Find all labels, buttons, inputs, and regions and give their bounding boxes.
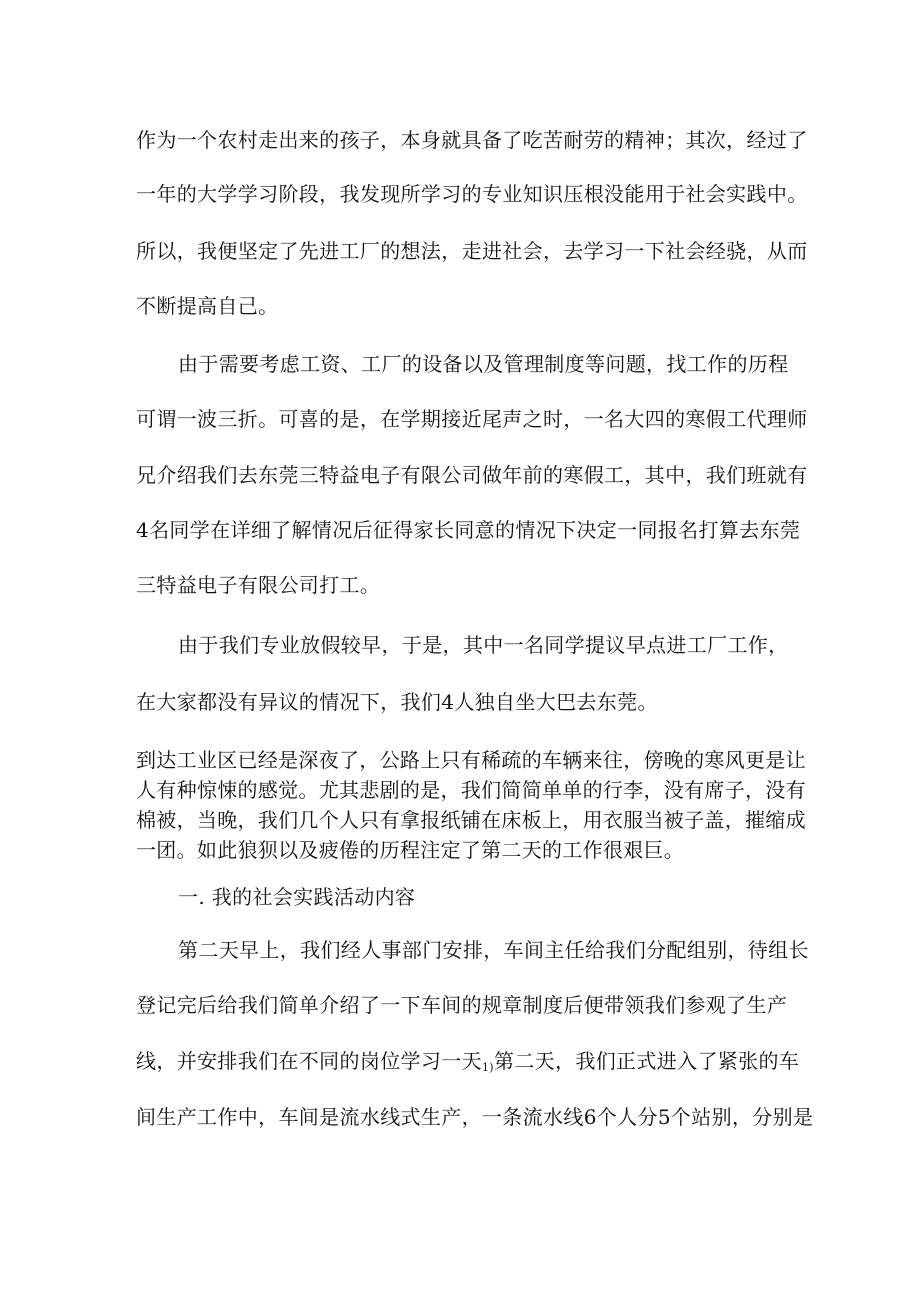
paragraph-2-line-2: 可谓一波三折。可喜的是，在学期接近尾声之时，一名大四的寒假工代理师 — [136, 407, 808, 431]
paragraph-4-line-4: 一团。如此狼狈以及疲倦的历程注定了第二天的工作很艰巨。 — [136, 838, 685, 862]
paragraph-1-line-1: 作为一个农村走出来的孩子，本身就具备了吃苦耐劳的精神；其次，经过了 — [136, 128, 808, 152]
paragraph-4-line-3: 棉被，当晚，我们几个人只有拿报纸铺在床板上，用衣服当被子盖，摧缩成 — [136, 808, 806, 832]
paragraph-4-line-2: 人有种惊悚的感觉。尤其悲剧的是，我们简简单单的行李，没有席子，没有 — [136, 778, 806, 802]
paragraph-4-line-1: 到达工业区已经是深夜了，公路上只有稀疏的车辆来往，傍晚的寒风更是让 — [136, 748, 806, 772]
paragraph-2-line-4: 4名同学在详细了解情况后征得家长同意的情况下决定一同报名打算去东莞 — [136, 518, 801, 542]
paragraph-5-line-4: 间生产工作中，车间是流水线式生产，一条流水线6个人分5个站别，分别是 — [136, 1105, 814, 1129]
paragraph-2-line-1: 由于需要考虑工资、工厂的设备以及管理制度等问题，找工作的历程 — [178, 352, 789, 376]
section-heading: 一. 我的社会实践活动内容 — [178, 885, 416, 909]
paragraph-1-line-3: 所以，我便坚定了先进工厂的想法，走进社会，去学习一下社会经骁，从而 — [136, 239, 808, 263]
paragraph-5-line-1: 第二天早上，我们经人事部门安排，车间主任给我们分配组别，待组长 — [178, 938, 809, 962]
paragraph-3-line-1: 由于我们专业放假较早，于是，其中一名同学提议早点进工厂工作， — [178, 633, 789, 657]
paragraph-5-line-3 — [136, 1047, 800, 1075]
paragraph-5-line-3-part-a: 线，并安排我们在不同的岗位学习一天 — [136, 1049, 482, 1073]
paragraph-5-line-3-part-b: 第二天，我们正式进入了紧张的车 — [493, 1049, 800, 1073]
paragraph-3-line-2: 在大家都没有异议的情况下，我们4人独自坐大巴去东莞。 — [136, 690, 658, 714]
footnote-mark: 1) — [481, 1061, 494, 1074]
paragraph-1-line-2: 一年的大学学习阶段，我发现所学习的专业知识压根没能用于社会实践中。 — [136, 182, 808, 206]
paragraph-5-line-2: 登记完后给我们简单介绍了一下车间的规章制度后便带领我们参观了生产 — [136, 993, 788, 1017]
paragraph-2-line-5: 三特益电子有限公司打工。 — [136, 573, 381, 597]
paragraph-2-line-3: 兄介绍我们去东莞三特益电子有限公司做年前的寒假工，其中，我们班就有 — [136, 463, 808, 487]
paragraph-1-line-4: 不断提高自己。 — [136, 294, 279, 318]
